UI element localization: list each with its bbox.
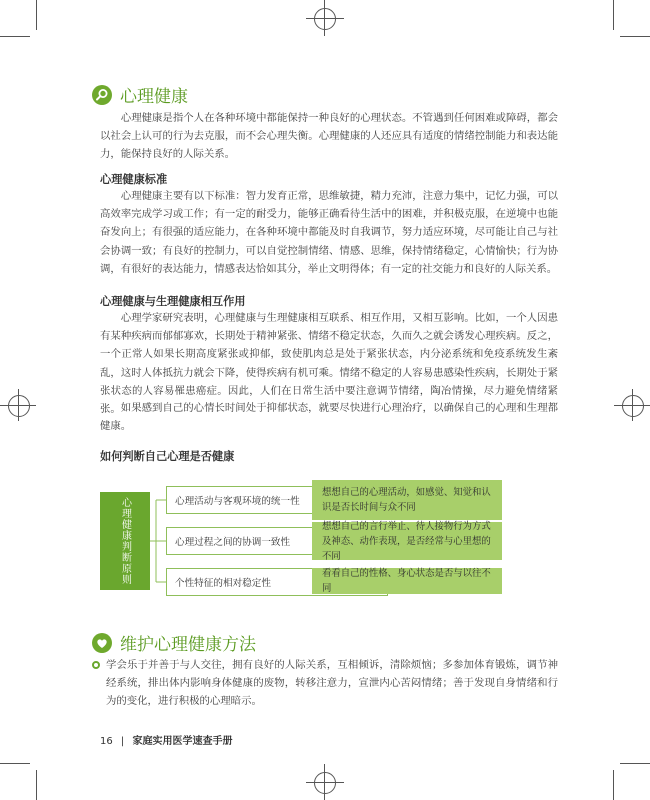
maintain-paragraph: 学会乐于并善于与人交往，拥有良好的人际关系，互相倾诉，清除烦恼；多参加体育锻炼，调节神经系统，排出体内影响身体健康的废物，转移注意力，宣泄内心苦闷情绪；善于发现自身情绪和行为的变化，进行积极的心理暗示。 [106,659,558,708]
crop-mark [36,770,37,800]
registration-mark-top [300,0,350,36]
registration-mark-bottom [300,764,350,800]
intro-paragraph: 心理健康是指个人在各种环境中都能保持一种良好的心理状态。不管遇到任何困难或障碍，都会以社会上认可的行为去克服，而不会心理失衡。心理健康的人还应具有适度的情绪控制能力和表达能力，能保持良好的人际关系。 [100,112,558,161]
heart-icon [92,633,112,653]
registration-mark-right [614,385,650,425]
registration-mark-left [0,385,36,425]
page-number: 16 [100,736,113,747]
standard-paragraph: 心理健康主要有以下标准：智力发育正常，思维敏捷，精力充沛，注意力集中，记忆力强，可以高效率完成学习或工作；有一定的耐受力，能够正确看待生活中的困难，并积极克服，在逆境中也能奋发向上；有很强的适应能力，在各种环境中都能及时自我调节，努力适应环境，尽可能让自己与社会协调一致；有良好的控制力，可以自觉控制情绪、情感、思维，保持情绪稳定，心情愉快；行为协调，有很好的表达能力，情感表达恰如其分，举止文明得体；有一定的社交能力和良好的人际关系。 [100,190,558,275]
footer-separator: | [120,736,125,747]
relation-paragraph-2: 如果感到自己的心情长时间处于抑郁状态，就要尽快进行心理治疗，以确保自己的心理和生理都健康。 [100,402,558,433]
subheading-relation: 心理健康与生理健康相互作用 [100,295,246,308]
crop-mark [620,36,650,37]
magnifier-icon [92,85,112,105]
subheading-standard: 心理健康标准 [100,173,168,186]
crop-mark [0,763,30,764]
principle-box: 心理活动与客观环境的统一性 [166,486,388,514]
crop-mark [0,36,30,37]
crop-mark [613,0,614,30]
judgement-diagram [100,478,560,596]
diagram-principle-label: 心理健康判断原则 [100,492,150,590]
subheading-judge: 如何判断自己心理是否健康 [100,450,235,463]
bullet-icon [92,661,100,669]
principle-box: 心理过程之间的协调一致性 [166,527,388,555]
section-title-mental-health [92,82,188,107]
page-footer [100,732,232,747]
book-title: 家庭实用医学速查手册 [132,736,233,747]
principle-description: 想想自己的心理活动，如感觉、知觉和认识是否长时间与众不同 [312,480,502,520]
crop-mark [613,770,614,800]
crop-mark [620,763,650,764]
principle-description: 想想自己的言行举止、待人接物行为方式及神态、动作表现，是否经常与心里想的不同 [312,522,502,560]
section-title-text: 维护心理健康方法 [120,635,256,655]
section-title-text: 心理健康 [120,87,188,107]
crop-mark [36,0,37,30]
relation-paragraph-1: 心理学家研究表明，心理健康与生理健康相互联系、相互作用，又相互影响。比如，一个人因患有某种疾病而郁郁寡欢，长期处于精神紧张、情绪不稳定状态，久而久之就会诱发心理疾病。反之，一个正常人如果长期高度紧张或抑郁，致使肌肉总是处于紧张状态，内分泌系统和免疫系统发生紊乱，这时人体抵抗力就会下降，使得疾病有机可乘。情绪不稳定的人容易患感染性疾病，长期处于紧张状态的人容易罹患癌症。因此，人们在日常生活中要注意调节情绪，陶冶情操，尽力避免情绪紧张。 [100,312,558,416]
principle-description: 看看自己的性格、身心状态是否与以往不同 [312,568,502,594]
principle-box: 个性特征的相对稳定性 [166,568,388,596]
section-title-maintain [92,630,256,655]
